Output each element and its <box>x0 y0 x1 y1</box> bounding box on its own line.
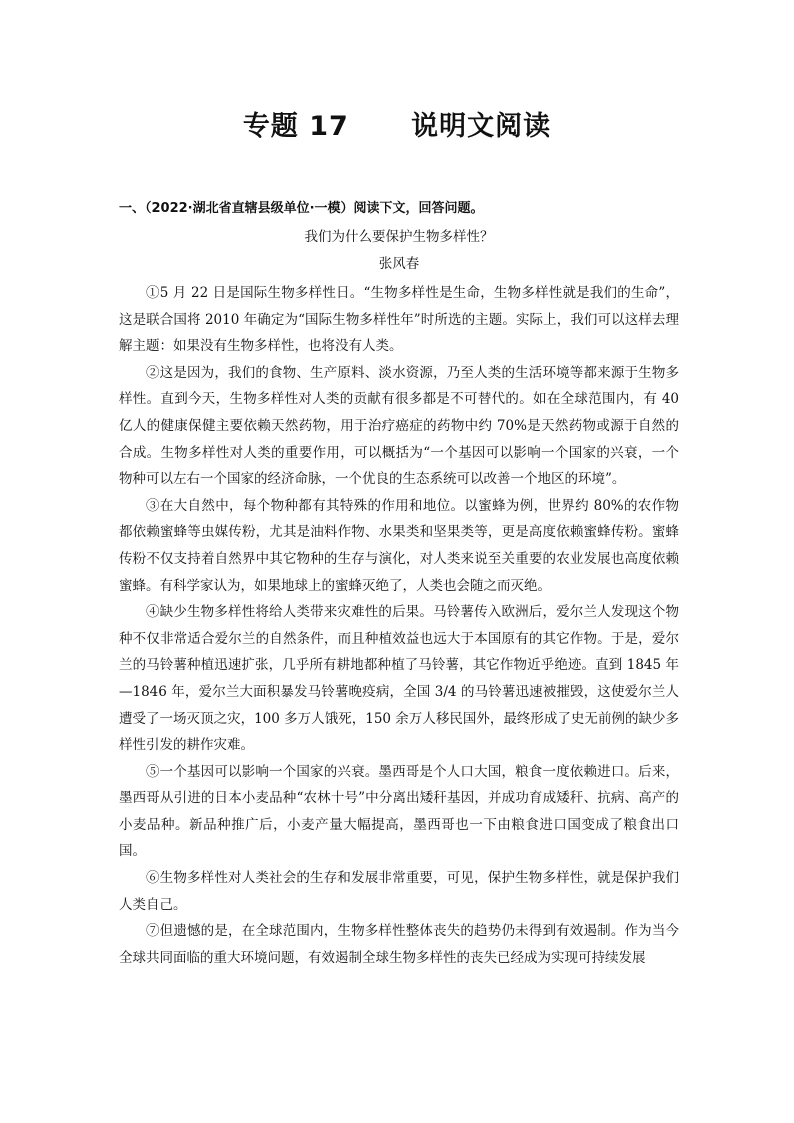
article-body <box>119 280 679 971</box>
paragraph-2: ②这是因为，我们的食物、生产原料、淡水资源，乃至人类的生活环境等都来源于生物多样性。直到今天，生物多样性对人类的贡献有很多都是不可替代的。如在全球范围内，有 40 亿人的健康保健主要依赖天然药物，用于治疗癌症的药物中约 70%是天然药物或源于自然的合成。生物多样性对人类的重要作用，可以概括为“一个基因可以影响一个国家的兴衰，一个物种可以左右一个国家的经济命脉，一个优良的生态系统可以改善一个地区的环境”。 <box>119 364 679 488</box>
section-heading: 一、（2022·湖北省直辖县级单位·一模）阅读下文，回答问题。 <box>119 201 484 216</box>
paragraph-1: ①5 月 22 日是国际生物多样性日。“生物多样性是生命，生物多样性就是我们的生命”，这是联合国将 2010 年确定为“国际生物多样性年”时所选的主题。实际上，我们可以这样去理解主题：如果没有生物多样性，也将没有人类。 <box>119 285 679 355</box>
paragraph-4: ④缺少生物多样性将给人类带来灾难性的后果。马铃薯传入欧洲后，爱尔兰人发现这个物种不仅非常适合爱尔兰的自然条件，而且种植效益也远大于本国原有的其它作物。于是，爱尔兰的马铃薯种植迅速扩张，几乎所有耕地都种植了马铃薯，其它作物近乎绝迹。直到 1845 年—1846 年，爱尔兰大面积暴发马铃薯晚疫病，全国 3/4 的马铃薯迅速被摧毁，这使爱尔兰人遭受了一场灭顶之灾，100 多万人饿死，150 余万人移民国外，最终形成了史无前例的缺少多样性引发的耕作灾难。 <box>119 604 679 754</box>
paragraph-6: ⑥生物多样性对人类社会的生存和发展非常重要，可见，保护生物多样性，就是保护我们人类自己。 <box>119 870 679 913</box>
paragraph-7: ⑦但遗憾的是，在全球范围内，生物多样性整体丧失的趋势仍未得到有效遏制。作为当今全球共同面临的重大环境问题，有效遏制全球生物多样性的丧失已经成为实现可持续发展 <box>119 923 679 966</box>
paragraph-3: ③在大自然中，每个物种都有其特殊的作用和地位。以蜜蜂为例，世界约 80%的农作物都依赖蜜蜂等虫媒传粉，尤其是油料作物、水果类和坚果类等，更是高度依赖蜜蜂传粉。蜜蜂传粉不仅支持着自然界中其它物种的生存与演化，对人类来说至关重要的农业发展也高度依赖蜜蜂。有科学家认为，如果地球上的蜜蜂灭绝了，人类也会随之而灭绝。 <box>119 497 679 594</box>
paragraph-5: ⑤一个基因可以影响一个国家的兴衰。墨西哥是个人口大国，粮食一度依赖进口。后来，墨西哥从引进的日本小麦品种“农林十号”中分离出矮秆基因，并成功育成矮秆、抗病、高产的小麦品种。新品种推广后，小麦产量大幅提高，墨西哥也一下由粮食进口国变成了粮食出口国。 <box>119 763 679 860</box>
page-title: 专题 17 说明文阅读 <box>242 111 552 142</box>
article-author: 张风春 <box>378 256 420 272</box>
article-title: 我们为什么要保护生物多样性？ <box>304 229 494 245</box>
